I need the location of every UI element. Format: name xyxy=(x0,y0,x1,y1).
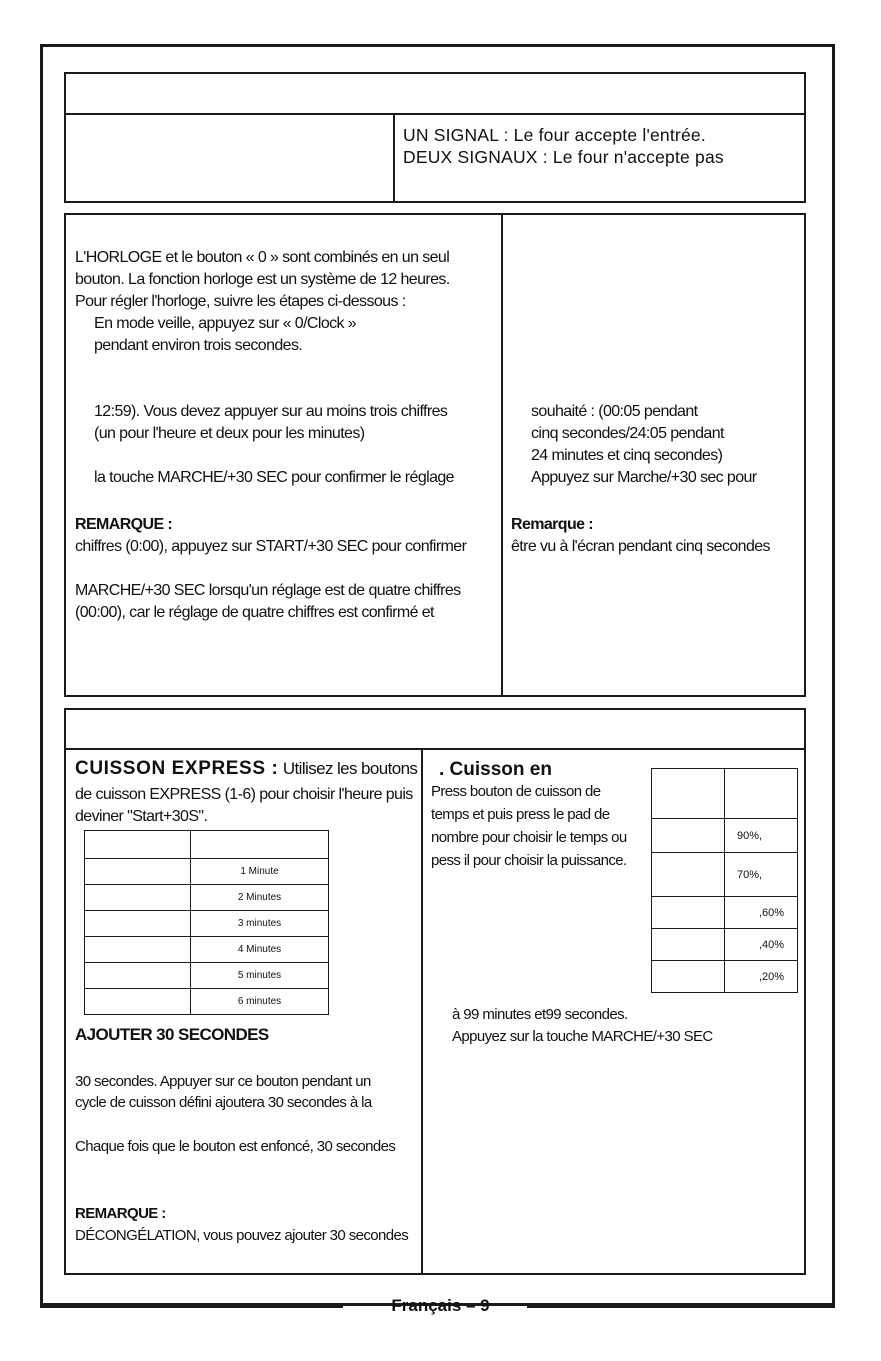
power-level-2: 70%, xyxy=(725,853,798,897)
clock-intro-line-2: bouton. La fonction horloge est un système de 12 heures. xyxy=(75,271,450,288)
timed-title: . Cuisson en xyxy=(439,759,552,780)
express-title: CUISSON EXPRESS : xyxy=(75,758,279,779)
express-table xyxy=(84,830,329,1015)
clock-note-line-3: (00:00), car le réglage de quatre chiffres est confirmé et xyxy=(75,604,434,621)
clock-intro-line-3: Pour régler l'horloge, suivre les étapes ci-dessous : xyxy=(75,293,406,310)
timed-line-1: Press bouton de cuisson de xyxy=(431,783,601,800)
clock-step2-line-2: (un pour l'heure et deux pour les minutes) xyxy=(94,425,365,442)
add30-line-2: cycle de cuisson défini ajoutera 30 secondes à la xyxy=(75,1094,372,1111)
express-time-5: 5 minutes xyxy=(191,963,329,989)
power-level-4: ,40% xyxy=(725,929,798,961)
clock-step2-line-1: 12:59). Vous devez appuyer sur au moins trois chiffres xyxy=(94,403,448,420)
clock-intro-line-1: L'HORLOGE et le bouton « 0 » sont combinés en un seul xyxy=(75,249,450,266)
timed-after-line-1: à 99 minutes et99 secondes. xyxy=(452,1006,628,1023)
express-time-4: 4 Minutes xyxy=(191,937,329,963)
clock-note-line-1: chiffres (0:00), appuyez sur START/+30 SEC pour confirmer xyxy=(75,538,467,555)
add30-title: AJOUTER 30 SECONDES xyxy=(75,1025,269,1044)
timer-line-4: Appuyez sur Marche/+30 sec pour xyxy=(531,469,757,486)
timed-line-4: pess il pour choisir la puissance. xyxy=(431,852,627,869)
express-line-1: Utilisez les boutons xyxy=(282,759,418,778)
add30-note-title: REMARQUE : xyxy=(75,1205,166,1222)
cooking-column-divider xyxy=(421,748,423,1275)
timer-line-3: 24 minutes et cinq secondes) xyxy=(531,447,723,464)
clock-step3-line: la touche MARCHE/+30 SEC pour confirmer le réglage xyxy=(94,469,454,486)
timed-after-line-2: Appuyez sur la touche MARCHE/+30 SEC xyxy=(452,1028,713,1045)
clock-step1-line-1: En mode veille, appuyez sur « 0/Clock » xyxy=(94,315,357,332)
express-line-3: deviner "Start+30S". xyxy=(75,808,208,825)
timed-line-3: nombre pour choisir le temps ou xyxy=(431,829,627,846)
timer-line-1: souhaité : (00:05 pendant xyxy=(531,403,698,420)
signal-header-divider xyxy=(64,113,806,115)
signal-one-text: UN SIGNAL : Le four accepte l'entrée. xyxy=(403,125,706,145)
power-level-1: 90%, xyxy=(725,819,798,853)
express-line-2: de cuisson EXPRESS (1-6) pour choisir l'heure puis xyxy=(75,786,413,803)
add30-line-1: 30 secondes. Appuyer sur ce bouton pendant un xyxy=(75,1073,371,1090)
signal-column-divider xyxy=(393,113,395,203)
express-title-line xyxy=(75,758,417,780)
clock-note-line-2: MARCHE/+30 SEC lorsqu'un réglage est de quatre chiffres xyxy=(75,582,461,599)
timer-note-line: être vu à l'écran pendant cinq secondes xyxy=(511,538,770,555)
power-level-5: ,20% xyxy=(725,961,798,993)
page-number: Français – 9 xyxy=(391,1296,490,1315)
express-time-2: 2 Minutes xyxy=(191,885,329,911)
add30-note-line: DÉCONGÉLATION, vous pouvez ajouter 30 secondes xyxy=(75,1227,409,1244)
express-time-6: 6 minutes xyxy=(191,989,329,1015)
power-level-3: ,60% xyxy=(725,897,798,929)
cooking-header-divider xyxy=(64,748,806,750)
signal-two-text: DEUX SIGNAUX : Le four n'accepte pas xyxy=(403,147,724,167)
clock-note-title: REMARQUE : xyxy=(75,516,173,533)
express-time-3: 3 minutes xyxy=(191,911,329,937)
timer-note-title: Remarque : xyxy=(511,516,594,533)
clock-column-divider xyxy=(501,213,503,697)
timed-line-2: temps et puis press le pad de xyxy=(431,806,610,823)
clock-step1-line-2: pendant environ trois secondes. xyxy=(94,337,303,354)
add30-line-3: Chaque fois que le bouton est enfoncé, 30 secondes xyxy=(75,1138,396,1155)
express-time-1: 1 Minute xyxy=(191,859,329,885)
power-table xyxy=(651,768,798,993)
timer-line-2: cinq secondes/24:05 pendant xyxy=(531,425,724,442)
